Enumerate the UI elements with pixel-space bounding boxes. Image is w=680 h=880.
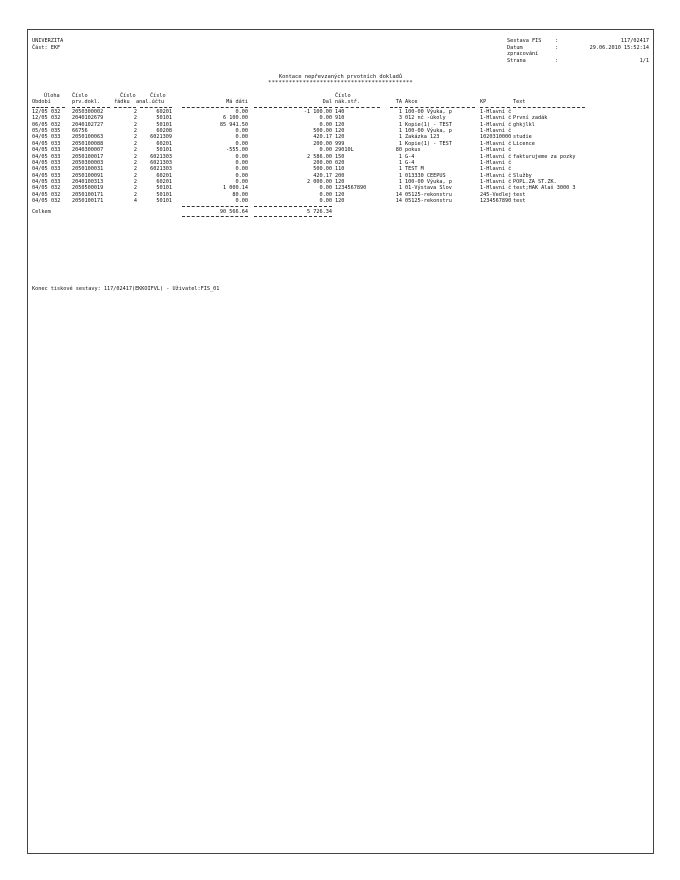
cell-ta: 1 bbox=[398, 134, 402, 141]
cell-ta: 1 bbox=[398, 185, 402, 192]
cell-ta: 14 bbox=[395, 191, 402, 198]
cell-cislo-dokladu: 2040100313 bbox=[72, 179, 104, 186]
cell-akce: Kopie(1) - TEST bbox=[405, 121, 452, 128]
cell-dal: 0.00 bbox=[319, 191, 332, 198]
cell-nakladove-stredisko: 150 bbox=[335, 153, 345, 160]
cell-cislo-dokladu: 2050100063 bbox=[72, 134, 104, 141]
cell-akce: 013330 CEEPUS bbox=[405, 172, 446, 179]
cell-nakladove-stredisko: 120 bbox=[335, 191, 345, 198]
cell-nakladove-stredisko: 29010L bbox=[335, 147, 354, 154]
cell-dal: 2 586.00 bbox=[307, 153, 332, 160]
cell-nakladove-stredisko: 120 bbox=[335, 127, 345, 134]
separator-line bbox=[254, 206, 332, 207]
cell-text: fakturujeme za pozky bbox=[513, 153, 576, 160]
report-table bbox=[32, 93, 652, 218]
cell-cislo-radku: 2 bbox=[133, 166, 137, 173]
col-ta: TA bbox=[395, 99, 402, 106]
cell-ma-dati: 0.00 bbox=[235, 108, 248, 115]
cell-obdobi: 04/05 bbox=[32, 134, 48, 141]
cell-kp: 1-Hlavní č bbox=[480, 166, 512, 173]
separator-line bbox=[32, 107, 48, 108]
cell-uloha: 032 bbox=[51, 185, 61, 192]
cell-akce: Zakázka 123 bbox=[405, 134, 440, 141]
separator-line bbox=[182, 216, 248, 217]
cell-nakladove-stredisko: 020 bbox=[335, 159, 345, 166]
col-uloha: Úloha bbox=[44, 93, 60, 99]
colon: : bbox=[555, 44, 559, 51]
date-value: 29.06.2010 15:52:14 bbox=[589, 44, 649, 51]
cell-cislo-dokladu: 2040300007 bbox=[72, 147, 104, 154]
col-anal-uctu: anal.účtu bbox=[136, 99, 165, 106]
page-label: Strana bbox=[507, 57, 526, 64]
cell-cislo-dokladu: 2050100171 bbox=[72, 198, 104, 205]
cell-ma-dati: 85 941.50 bbox=[219, 121, 248, 128]
title-underline: ****************************************** bbox=[268, 80, 413, 86]
cell-akce: 05125-rekonstru bbox=[405, 198, 452, 205]
cell-cislo-dokladu: 2040102679 bbox=[72, 115, 104, 122]
cell-akce: pokus bbox=[405, 147, 421, 154]
cell-analyticky-ucet: 50101 bbox=[156, 115, 172, 122]
cell-dal: 420.17 bbox=[313, 134, 332, 141]
report-title: Kontace nepřevzaných prvotních dokladů bbox=[278, 74, 403, 80]
cell-nakladove-stredisko: 120 bbox=[335, 134, 345, 141]
col-akce: Akce bbox=[405, 99, 418, 106]
cell-kp: 1-Hlavní č bbox=[480, 179, 512, 186]
separator-line bbox=[114, 107, 136, 108]
cell-kp: 1-Hlavní č bbox=[480, 115, 512, 122]
cell-cislo-radku: 2 bbox=[133, 172, 137, 179]
separator-line bbox=[140, 107, 172, 108]
cell-akce: 05125-rekonstru bbox=[405, 191, 452, 198]
cell-nakladove-stredisko: 140 bbox=[335, 108, 345, 115]
part-name: Část: EKF bbox=[32, 44, 61, 51]
col-dal: Dal bbox=[322, 99, 332, 106]
separator-line bbox=[513, 107, 585, 108]
cell-dal: -1 100.00 bbox=[303, 108, 332, 115]
cell-ma-dati: 0.00 bbox=[235, 179, 248, 186]
cell-obdobi: 04/05 bbox=[32, 153, 48, 160]
cell-kp: 1-Hlavní č bbox=[480, 185, 512, 192]
cell-cislo-radku: 2 bbox=[133, 134, 137, 141]
cell-ma-dati: 0.00 bbox=[235, 172, 248, 179]
cell-text: test bbox=[513, 198, 526, 205]
cell-ta: 1 bbox=[398, 121, 402, 128]
cell-cislo-dokladu: 2050100171 bbox=[72, 191, 104, 198]
cell-dal: 200.00 bbox=[313, 140, 332, 147]
separator-line bbox=[335, 107, 380, 108]
cell-ma-dati: 0.00 bbox=[235, 134, 248, 141]
cell-obdobi: 04/05 bbox=[32, 172, 48, 179]
separator-line bbox=[182, 206, 248, 207]
cell-kp: 1020310000 bbox=[480, 134, 512, 141]
cell-uloha: 032 bbox=[51, 115, 61, 122]
cell-cislo-dokladu: 2050100031 bbox=[72, 166, 104, 173]
cell-ma-dati: 1 000.14 bbox=[223, 185, 248, 192]
cell-kp: 1-Hlavní č bbox=[480, 147, 512, 154]
colon: : bbox=[555, 57, 559, 64]
cell-nakladove-stredisko: 910 bbox=[335, 115, 345, 122]
cell-nakladove-stredisko: 1234567890 bbox=[335, 185, 367, 192]
cell-ma-dati: 0.00 bbox=[235, 159, 248, 166]
report-header-right bbox=[507, 38, 649, 64]
cell-uloha: 032 bbox=[51, 191, 61, 198]
cell-uloha: 032 bbox=[51, 121, 61, 128]
col-nak-str: nák.stř. bbox=[335, 99, 360, 106]
cell-cislo-radku: 2 bbox=[133, 179, 137, 186]
cell-text: První zadák bbox=[513, 115, 548, 122]
cell-kp: 1-Hlavní č bbox=[480, 172, 512, 179]
cell-cislo-radku: 2 bbox=[133, 153, 137, 160]
separator-line bbox=[390, 107, 402, 108]
col-cislo-4: Číslo bbox=[335, 93, 351, 99]
col-cislo-3: Číslo bbox=[150, 93, 166, 99]
cell-ma-dati: 80.00 bbox=[232, 191, 248, 198]
cell-text: ghkjlkl bbox=[513, 121, 535, 128]
cell-cislo-radku: 2 bbox=[133, 115, 137, 122]
cell-obdobi: 04/05 bbox=[32, 140, 48, 147]
cell-obdobi: 12/05 bbox=[32, 108, 48, 115]
cell-uloha: 033 bbox=[51, 153, 61, 160]
cell-nakladove-stredisko: 120 bbox=[335, 198, 345, 205]
cell-text: test;HAK Alaš 3000 3 bbox=[513, 185, 576, 192]
cell-obdobi: 04/05 bbox=[32, 198, 48, 205]
cell-cislo-dokladu: 2040102727 bbox=[72, 121, 104, 128]
cell-analyticky-ucet: 6021309 bbox=[150, 134, 172, 141]
cell-text: test bbox=[513, 191, 526, 198]
cell-analyticky-ucet: 60201 bbox=[156, 172, 172, 179]
colon: : bbox=[555, 38, 559, 44]
table-body bbox=[32, 109, 652, 205]
org-name: UNIVERZITA bbox=[32, 38, 64, 44]
separator-line bbox=[182, 107, 248, 108]
cell-cislo-dokladu: 2050300002 bbox=[72, 108, 104, 115]
cell-akce: 01-Výstava Slov bbox=[405, 185, 452, 192]
cell-ma-dati: 0.00 bbox=[235, 140, 248, 147]
cell-ta: 1 bbox=[398, 159, 402, 166]
col-cislo-2: Číslo bbox=[120, 93, 136, 99]
cell-cislo-dokladu: 2050100088 bbox=[72, 140, 104, 147]
cell-ma-dati: 6 100.00 bbox=[223, 115, 248, 122]
cell-akce: G-4 bbox=[405, 153, 415, 160]
cell-text: Licence bbox=[513, 140, 535, 147]
cell-dal: 0.00 bbox=[319, 185, 332, 192]
cell-kp: 1-Hlavní č bbox=[480, 153, 512, 160]
cell-ta: 1 bbox=[398, 108, 402, 115]
report-page bbox=[27, 29, 654, 854]
cell-analyticky-ucet: 6021303 bbox=[150, 159, 172, 166]
cell-uloha: 033 bbox=[51, 159, 61, 166]
col-kp: KP bbox=[480, 99, 487, 106]
cell-dal: 0.00 bbox=[319, 121, 332, 128]
report-header-left bbox=[32, 38, 63, 51]
cell-kp: 1-Hlavní č bbox=[480, 121, 512, 128]
total-ma-dati: 90 566.64 bbox=[219, 208, 248, 215]
cell-cislo-dokladu: 2050300003 bbox=[72, 159, 104, 166]
cell-nakladove-stredisko: 200 bbox=[335, 172, 345, 179]
cell-dal: 420.17 bbox=[313, 172, 332, 179]
cell-obdobi: 04/05 bbox=[32, 159, 48, 166]
cell-dal: 0.00 bbox=[319, 198, 332, 205]
cell-uloha: 033 bbox=[51, 140, 61, 147]
cell-uloha: 033 bbox=[51, 147, 61, 154]
total-dal: 5 726.34 bbox=[307, 208, 332, 215]
cell-ta: 1 bbox=[398, 153, 402, 160]
cell-dal: 2 000.00 bbox=[307, 179, 332, 186]
cell-analyticky-ucet: 60208 bbox=[156, 127, 172, 134]
date-label: Datum zpracování bbox=[507, 44, 539, 58]
cell-ma-dati: 0.00 bbox=[235, 153, 248, 160]
cell-cislo-dokladu: 2050100091 bbox=[72, 172, 104, 179]
report-footer: Konec tiskové sestavy: 117/02417(EKKOIFVL) - Uživatel:FIS_01 bbox=[32, 286, 220, 292]
cell-dal: 0.00 bbox=[319, 147, 332, 154]
cell-uloha: 033 bbox=[51, 172, 61, 179]
cell-analyticky-ucet: 50101 bbox=[156, 121, 172, 128]
cell-kp: 245-Vedlej bbox=[480, 191, 512, 198]
cell-ta: 1 bbox=[398, 166, 402, 173]
cell-obdobi: 12/05 bbox=[32, 115, 48, 122]
cell-text: studie bbox=[513, 134, 532, 141]
total-underline bbox=[32, 215, 652, 218]
cell-ta: 3 bbox=[398, 115, 402, 122]
report-value: 117/02417 bbox=[620, 38, 649, 44]
cell-ta: 1 bbox=[398, 179, 402, 186]
cell-nakladove-stredisko: 120 bbox=[335, 179, 345, 186]
cell-cislo-radku: 4 bbox=[133, 198, 137, 205]
col-cislo-1: Číslo bbox=[72, 93, 88, 99]
col-radku: řádku bbox=[114, 99, 130, 106]
cell-uloha: 033 bbox=[51, 179, 61, 186]
cell-analyticky-ucet: 60201 bbox=[156, 140, 172, 147]
cell-nakladove-stredisko: 999 bbox=[335, 140, 345, 147]
cell-cislo-radku: 2 bbox=[133, 191, 137, 198]
separator-line bbox=[480, 107, 510, 108]
cell-analyticky-ucet: 6021303 bbox=[150, 153, 172, 160]
cell-ma-dati: 0.00 bbox=[235, 166, 248, 173]
cell-kp: 1-Hlavní č bbox=[480, 140, 512, 147]
cell-akce: TEST M bbox=[405, 166, 424, 173]
cell-nakladove-stredisko: 110 bbox=[335, 166, 345, 173]
cell-ta: 80 bbox=[395, 147, 402, 154]
cell-analyticky-ucet: 50101 bbox=[156, 191, 172, 198]
cell-nakladove-stredisko: 120 bbox=[335, 121, 345, 128]
cell-akce: G-4 bbox=[405, 159, 415, 166]
separator-line bbox=[405, 107, 475, 108]
separator-line bbox=[254, 216, 332, 217]
cell-cislo-radku: 2 bbox=[133, 127, 137, 134]
cell-cislo-dokladu: 2050500019 bbox=[72, 185, 104, 192]
cell-ma-dati: 0.00 bbox=[235, 127, 248, 134]
cell-uloha: 035 bbox=[51, 127, 61, 134]
cell-akce: 100-00 Výuka, p bbox=[405, 108, 452, 115]
cell-analyticky-ucet: 60201 bbox=[156, 108, 172, 115]
cell-akce: 100-00 Výuka, p bbox=[405, 179, 452, 186]
cell-akce: Kopie(1) - TEST bbox=[405, 140, 452, 147]
cell-cislo-radku: 2 bbox=[133, 147, 137, 154]
cell-ta: 1 bbox=[398, 127, 402, 134]
cell-kp: 1-Hlavní č bbox=[480, 127, 512, 134]
cell-dal: 500.00 bbox=[313, 166, 332, 173]
cell-analyticky-ucet: 50101 bbox=[156, 185, 172, 192]
cell-ma-dati: 0.00 bbox=[235, 198, 248, 205]
cell-analyticky-ucet: 50101 bbox=[156, 198, 172, 205]
cell-analyticky-ucet: 60201 bbox=[156, 179, 172, 186]
report-label: Sestava FIS bbox=[507, 38, 542, 44]
separator-line bbox=[72, 107, 110, 108]
cell-analyticky-ucet: 50101 bbox=[156, 147, 172, 154]
cell-obdobi: 04/05 bbox=[32, 166, 48, 173]
cell-cislo-dokladu: 2050100017 bbox=[72, 153, 104, 160]
cell-kp: 1-Hlavní č bbox=[480, 159, 512, 166]
col-prv-dokl: prv.dokl. bbox=[72, 99, 101, 106]
cell-dal: 500.00 bbox=[313, 127, 332, 134]
cell-uloha: 032 bbox=[51, 198, 61, 205]
col-ma-dati: Má dáti bbox=[226, 99, 248, 106]
cell-ta: 1 bbox=[398, 140, 402, 147]
cell-cislo-radku: 2 bbox=[133, 140, 137, 147]
col-text: Text bbox=[513, 99, 526, 106]
cell-uloha: 033 bbox=[51, 134, 61, 141]
total-label: Celkem bbox=[32, 208, 51, 215]
cell-kp: 1-Hlavní č bbox=[480, 108, 512, 115]
cell-obdobi: 06/05 bbox=[32, 121, 48, 128]
cell-uloha: 032 bbox=[51, 108, 61, 115]
cell-cislo-radku: 2 bbox=[133, 108, 137, 115]
cell-obdobi: 04/05 bbox=[32, 179, 48, 186]
cell-kp: 1234567890 bbox=[480, 198, 512, 205]
cell-akce: 012 nč -úkoly bbox=[405, 115, 446, 122]
cell-ta: 1 bbox=[398, 172, 402, 179]
cell-ta: 14 bbox=[395, 198, 402, 205]
cell-obdobi: 04/05 bbox=[32, 185, 48, 192]
cell-analyticky-ucet: 6021303 bbox=[150, 166, 172, 173]
cell-dal: 200.00 bbox=[313, 159, 332, 166]
cell-cislo-dokladu: 66756 bbox=[72, 127, 88, 134]
cell-dal: 0.00 bbox=[319, 115, 332, 122]
cell-cislo-radku: 2 bbox=[133, 159, 137, 166]
cell-obdobi: 04/05 bbox=[32, 191, 48, 198]
cell-cislo-radku: 2 bbox=[133, 121, 137, 128]
cell-text: POPL.ZA ST.ZK. bbox=[513, 179, 557, 186]
cell-akce: 100-00 Výuka, p bbox=[405, 127, 452, 134]
cell-text: Služby bbox=[513, 172, 532, 179]
cell-cislo-radku: 2 bbox=[133, 185, 137, 192]
page-value: 1/1 bbox=[639, 57, 649, 64]
report-title-block bbox=[28, 74, 653, 86]
separator-line bbox=[254, 107, 332, 108]
cell-obdobi: 05/05 bbox=[32, 127, 48, 134]
cell-obdobi: 04/05 bbox=[32, 147, 48, 154]
cell-uloha: 033 bbox=[51, 166, 61, 173]
separator-line bbox=[51, 107, 65, 108]
cell-ma-dati: -555.00 bbox=[226, 147, 248, 154]
col-obdobi: Období bbox=[32, 99, 51, 106]
